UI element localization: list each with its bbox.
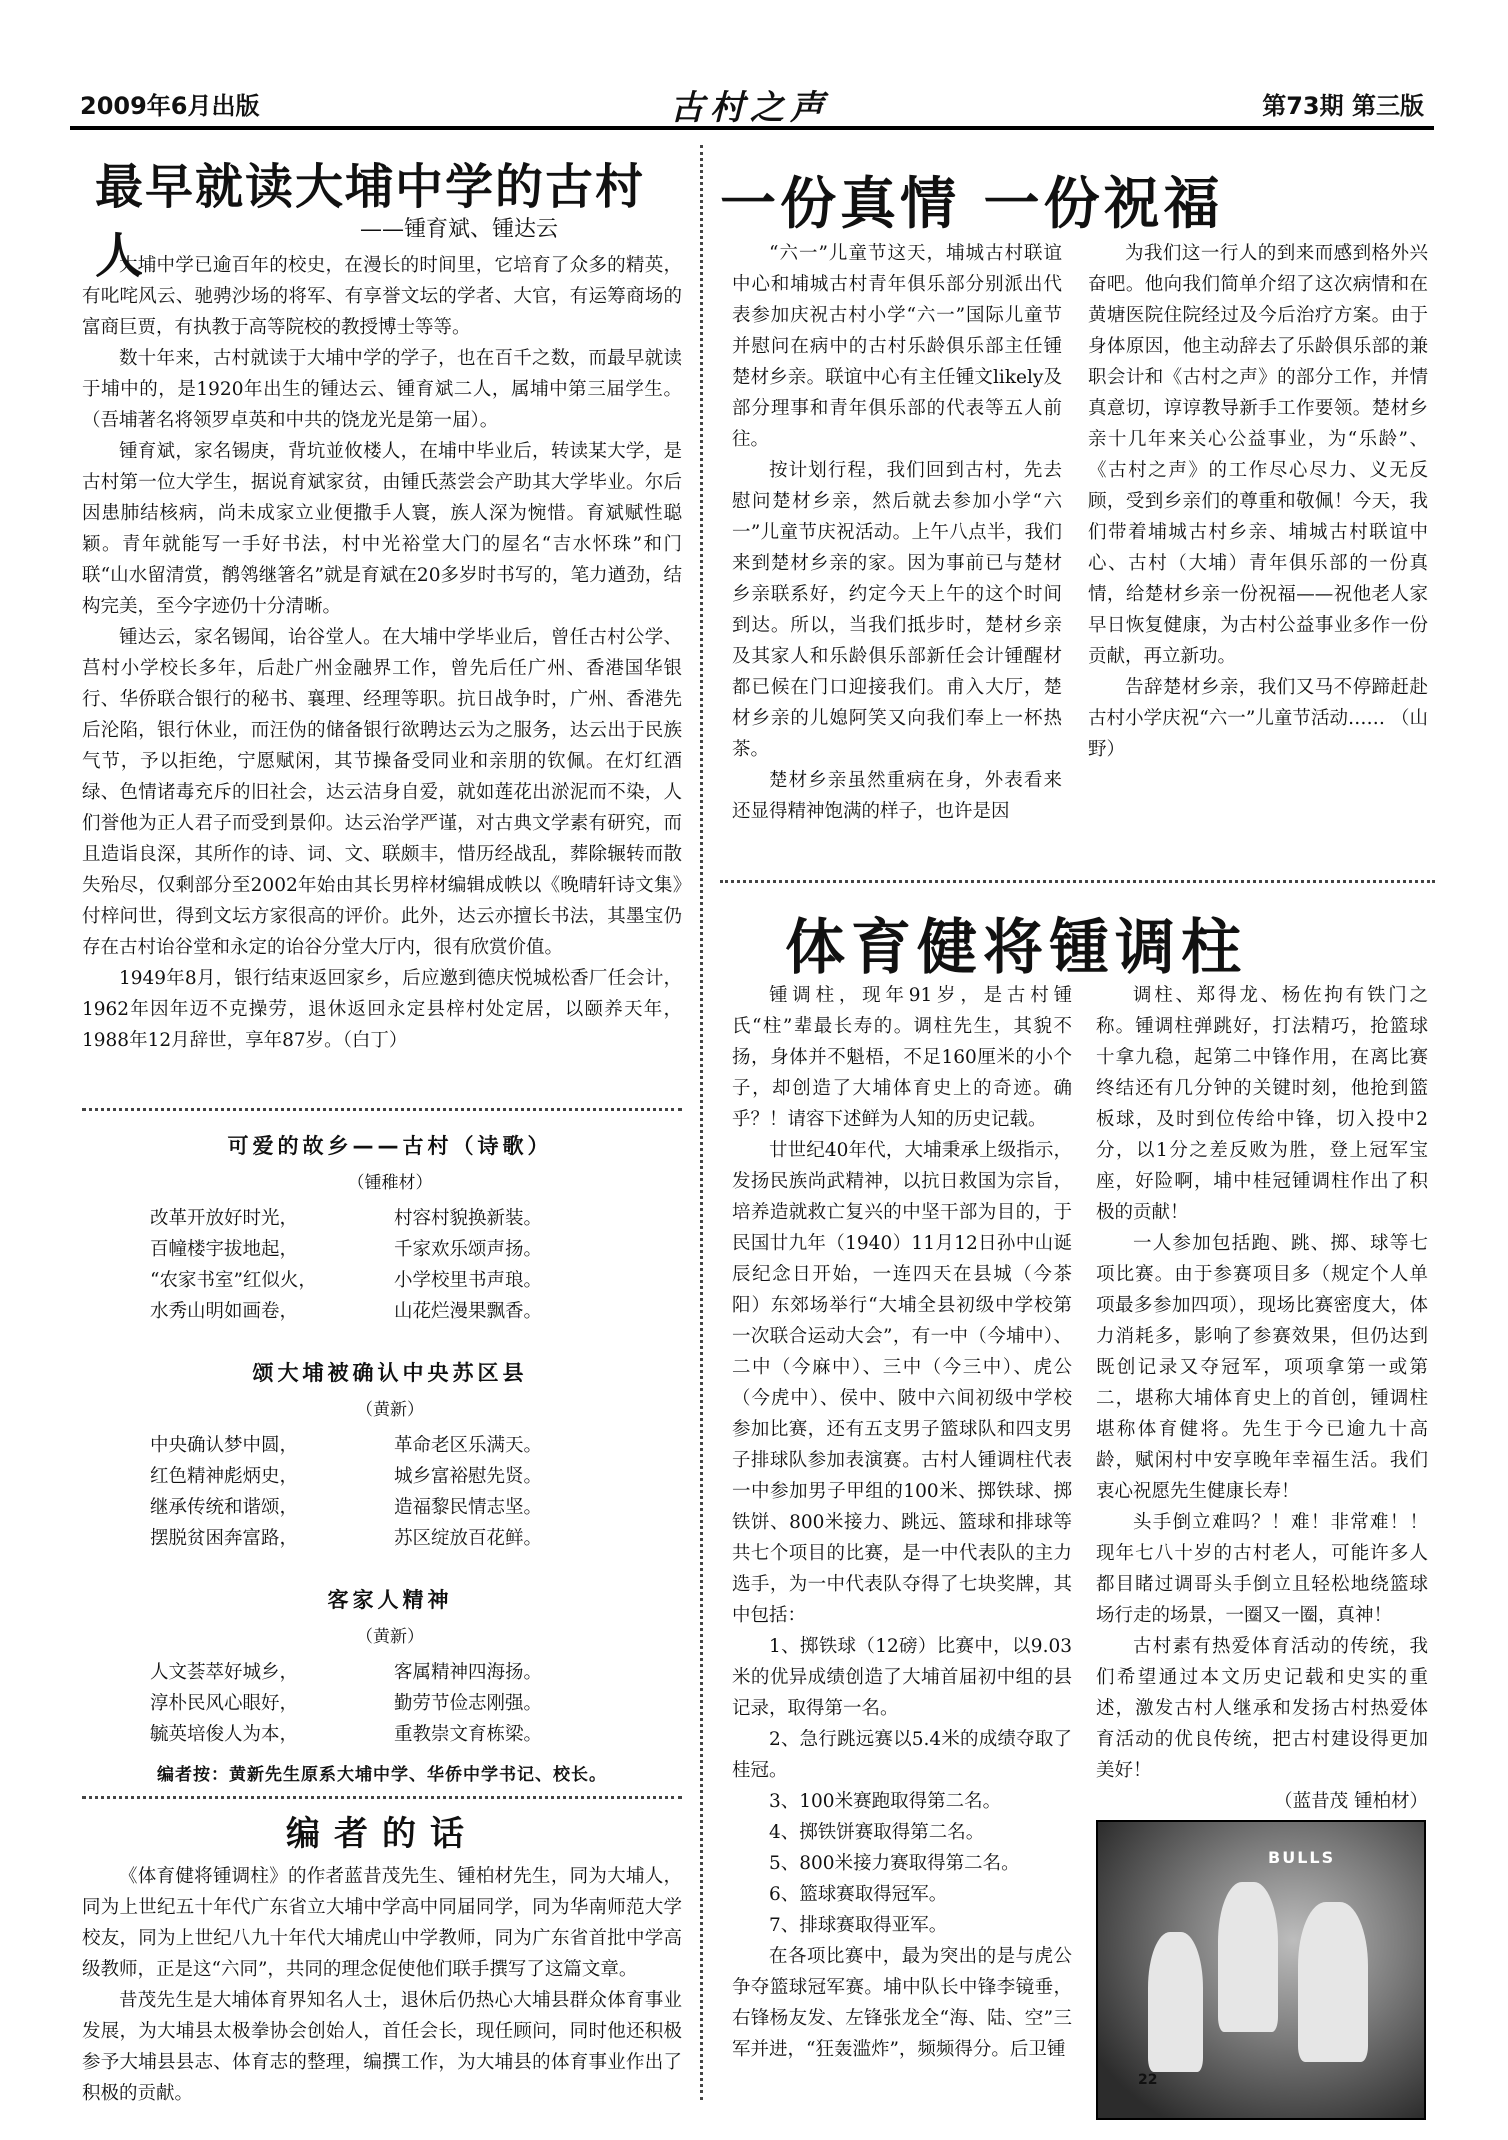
paragraph: 为我们这一行人的到来而感到格外兴奋吧。他向我们简单介绍了这次病情和在黄塘医院住院经过及今后治疗方案。由于身体原因，他主动辞去了乐龄俱乐部的兼职会计和《古村之声》的部分工作，并情真意切，谆谆教导新手工作要领。楚材乡亲十几年来关心公益事业，为“乐龄”、《古村之声》的工作尽心尽力、义无反顾，受到乡亲们的尊重和敬佩！今天，我们带着埔城古村乡亲、埔城古村联谊中心、古村（大埔）青年俱乐部的一份真情，给楚材乡亲一份祝福——祝他老人家早日恢复健康，为古村公益事业多作一份贡献，再立新功。 xyxy=(1088,243,1428,667)
poem-half-line: 百幢楼宇拔地起， xyxy=(150,1239,299,1260)
article2-col2 xyxy=(1088,238,1428,860)
article3-col2 xyxy=(1096,980,1428,1810)
paragraph: 调柱、郑得龙、杨佐拘有铁门之称。锺调柱弹跳好，打法精巧，抢篮球十拿九稳，起第二中锋作用，在离比赛终结还有几分钟的关键时刻，他抢到篮板球，及时到位传给中锋，切入投中2分，以1分之差反败为胜，登上冠军宝座，好险啊，埔中桂冠锺调柱作出了积极的贡献！ xyxy=(1096,985,1428,1223)
poem-line xyxy=(150,1523,630,1554)
article3-col1 xyxy=(732,980,1072,2110)
paragraph: 头手倒立难吗？！难！非常难！！现年七八十岁的古村老人，可能许多人都目睹过调哥头手倒立且轻松地绕篮球场行走的场景，一圈又一圈，真神！ xyxy=(1096,1512,1428,1626)
poem2-lines xyxy=(150,1430,630,1554)
poem-half-line: 红色精神彪炳史， xyxy=(150,1466,299,1487)
player-figure xyxy=(1298,1902,1368,2062)
paragraph: 楚材乡亲虽然重病在身，外表看来还显得精神饱满的样子，也许是因 xyxy=(732,770,1062,822)
article3-title: 体育健将锺调柱 xyxy=(785,913,1247,983)
paragraph: 古村素有热爱体育活动的传统，我们希望通过本文历史记载和史实的重述，激发古村人继承和发扬古村热爱体育活动的优良传统，把古村建设得更加美好！ xyxy=(1096,1636,1428,1781)
poem-half-line: 水秀山明如画卷， xyxy=(150,1301,299,1322)
editor-words-title: 编者的话 xyxy=(286,1814,478,1854)
photo-jersey: 22 xyxy=(1138,2072,1158,2088)
basketball-photo xyxy=(1096,1820,1426,2120)
player-figure xyxy=(1218,1882,1278,2032)
poem-half-line: 人文荟萃好城乡， xyxy=(150,1662,299,1683)
poem-half-line: 毓英培俊人为本， xyxy=(150,1724,299,1745)
page-header xyxy=(70,74,1434,128)
poem-half-line: 勤劳节俭志刚强。 xyxy=(394,1693,543,1714)
poem-line xyxy=(150,1657,630,1688)
paragraph: 大埔中学已逾百年的校史，在漫长的时间里，它培育了众多的精英，有叱咤风云、驰骋沙场的将军、有享誉文坛的学者、大官，有运筹商场的富商巨贾，有执教于高等院校的教授博士等等。 xyxy=(82,255,682,338)
paragraph: 在各项比赛中，最为突出的是与虎公争夺篮球冠军赛。埔中队长中锋李镜垂，右锋杨友发、左锋张龙全“海、陆、空”三军并进，“狂轰滥炸”，频频得分。后卫锺 xyxy=(732,1946,1072,2060)
section-divider xyxy=(720,880,1435,883)
paragraph: 7、排球赛取得亚军。 xyxy=(769,1915,948,1936)
poem-line xyxy=(150,1203,630,1234)
paragraph: 锺调柱，现年91岁，是古村锺氏“柱”辈最长寿的。调柱先生，其貌不扬，身体并不魁梧，不足160厘米的小个子，却创造了大埔体育史上的奇迹。确乎？！请容下述鲜为人知的历史记载。 xyxy=(732,985,1072,1130)
poem-half-line: 客属精神四海扬。 xyxy=(394,1662,543,1683)
poem1-lines xyxy=(150,1203,630,1327)
paragraph: 3、100米赛跑取得第二名。 xyxy=(769,1791,1002,1812)
paragraph: 《体育健将锺调柱》的作者蓝昔茂先生、锺柏材先生，同为大埔人，同为上世纪五十年代广东省立大埔中学高中同届同学，同为华南师范大学校友，同为上世纪八九十年代大埔虎山中学教师，同为广东省首批中学高级教师，正是这“六同”，共同的理念促使他们联手撰写了这篇文章。 xyxy=(82,1866,682,1980)
paragraph: 数十年来，古村就读于大埔中学的学子，也在百千之数，而最早就读于埔中的，是1920年出生的锺达云、锺育斌二人，属埔中第三届学生。（吾埔著名将领罗卓英和中共的饶龙光是第一届）。 xyxy=(82,348,682,431)
section-divider xyxy=(82,1796,682,1799)
section-divider xyxy=(82,1108,682,1111)
poem-half-line: 摆脱贫困奔富路， xyxy=(150,1528,299,1549)
paragraph: （蓝昔茂 锺柏材） xyxy=(1274,1791,1428,1810)
paragraph: 2、急行跳远赛以5.4米的成绩夺取了桂冠。 xyxy=(732,1729,1072,1781)
poem-line xyxy=(150,1492,630,1523)
poem-half-line: “农家书室”红似火， xyxy=(150,1270,317,1291)
column-divider xyxy=(700,145,703,2100)
paragraph: “六一”儿童节这天，埔城古村联谊中心和埔城古村青年俱乐部分别派出代表参加庆祝古村小学“六一”国际儿童节并慰问在病中的古村乐龄俱乐部主任锺楚材乡亲。联谊中心有主任锺文likely及部分理事和青年俱乐部的代表等五人前往。 xyxy=(732,243,1062,450)
paragraph: 1、掷铁球（12磅）比赛中，以9.03米的优异成绩创造了大埔首届初中组的县记录，取得第一名。 xyxy=(732,1636,1072,1719)
paragraph: 6、篮球赛取得冠军。 xyxy=(769,1884,948,1905)
poem1-title: 可爱的故乡——古村（诗歌） xyxy=(227,1134,553,1158)
paragraph: 一人参加包括跑、跳、掷、球等七项比赛。由于参赛项目多（规定个人单项最多参加四项），现场比赛密度大，体力消耗多，影响了参赛效果，但仍达到既创记录又夺冠军，项项拿第一或第二，堪称大埔体育史上的首创，锺调柱堪称体育健将。先生于今已逾九十高龄，赋闲村中安享晚年幸福生活。我们衷心祝愿先生健康长寿！ xyxy=(1096,1233,1428,1502)
poem-line xyxy=(150,1430,630,1461)
poem-line xyxy=(150,1234,630,1265)
poem-half-line: 重教崇文育栋梁。 xyxy=(394,1724,543,1745)
player-figure xyxy=(1148,1932,1203,2072)
paragraph: 锺育斌，家名锡庚，背坑並攸楼人，在埔中毕业后，转读某大学，是古村第一位大学生，据说育斌家贫，由锺氏蒸尝会产助其大学毕业。尔后因患肺结核病，尚未成家立业便撒手人寰，族人深为惋惜。育斌赋性聪颖。青年就能写一手好书法，村中光裕堂大门的屋名“吉水怀珠”和门联“山水留清赏，鹡鸰继箸名”就是育斌在20多岁时书写的，笔力遒劲，结构完美，至今字迹仍十分清晰。 xyxy=(82,441,682,617)
poem-line xyxy=(150,1719,630,1750)
poem-half-line: 小学校里书声琅。 xyxy=(394,1270,543,1291)
poem-half-line: 千家欢乐颂声扬。 xyxy=(394,1239,543,1260)
paragraph: 昔茂先生是大埔体育界知名人士，退休后仍热心大埔县群众体育事业发展，为大埔县太极拳协会创始人，首任会长，现任顾问，同时他还积极参予大埔县县志、体育志的整理，编撰工作，为大埔县的体育事业作出了积极的贡献。 xyxy=(82,1990,682,2104)
paragraph: 4、掷铁饼赛取得第二名。 xyxy=(769,1822,985,1843)
editor-note: 编者按：黄新先生原系大埔中学、华侨中学书记、校长。 xyxy=(157,1765,607,1785)
editor-words xyxy=(82,1806,682,2106)
poem-half-line: 造福黎民情志坚。 xyxy=(394,1497,543,1518)
poem-half-line: 继承传统和谐颂， xyxy=(150,1497,299,1518)
paragraph: 告辞楚材乡亲，我们又马不停蹄赶赴古村小学庆祝“六一”儿童节活动…… （山野） xyxy=(1088,677,1428,760)
poem-half-line: 改革开放好时光， xyxy=(150,1208,299,1229)
article2-col1 xyxy=(732,238,1062,860)
poem3-author: （黄新） xyxy=(356,1627,424,1647)
header-rule xyxy=(70,126,1434,130)
poem-half-line: 中央确认梦中圆， xyxy=(150,1435,299,1456)
poem-line xyxy=(150,1296,630,1327)
poem-line xyxy=(150,1688,630,1719)
paragraph: 1949年8月，银行结束返回家乡，后应邀到德庆悦城松香厂任会计，1962年因年迈不克操劳，退休返回永定县梓村处定居，以颐养天年，1988年12月辞世，享年87岁。（白丁） xyxy=(82,968,682,1051)
poem-line xyxy=(150,1461,630,1492)
issue-number: 第73期 第三版 xyxy=(1262,92,1424,120)
poem-half-line: 革命老区乐满天。 xyxy=(394,1435,543,1456)
poem-half-line: 村容村貌换新装。 xyxy=(394,1208,543,1229)
newspaper-name: 古村之声 xyxy=(670,88,830,128)
poem3-lines xyxy=(150,1657,630,1750)
paragraph: 5、800米接力赛取得第二名。 xyxy=(769,1853,1020,1874)
article1-body xyxy=(82,250,682,1102)
paragraph: 锺达云，家名锡闻，诒谷堂人。在大埔中学毕业后，曾任古村公学、莒村小学校长多年，后赴广州金融界工作，曾先后任广州、香港国华银行、华侨联合银行的秘书、襄理、经理等职。抗日战争时，广州、香港先后沦陷，银行休业，而汪伪的储备银行欲聘达云为之服务，达云出于民族气节，予以拒绝，宁愿赋闲，其节操备受同业和亲朋的钦佩。在灯红酒绿、色情诸毒充斥的旧社会，达云洁身自爱，就如莲花出淤泥而不染，人们誉他为正人君子而受到景仰。达云治学严谨，对古典文学素有研究，而且造诣良深，其所作的诗、词、文、联颇丰，惜历经战乱，葬除辗转而散失殆尽，仅剩部分至2002年始由其长男梓材编辑成帙以《晚晴轩诗文集》付梓问世，得到文坛方家很高的评价。此外，达云亦擅长书法，其墨宝仍存在古村诒谷堂和永定的诒谷分堂大厅内，很有欣赏价值。 xyxy=(82,627,682,958)
photo-caption: BULLS xyxy=(1268,1848,1336,1867)
poem2-title: 颂大埔被确认中央苏区县 xyxy=(252,1361,528,1385)
paragraph: 按计划行程，我们回到古村，先去慰问楚材乡亲，然后就去参加小学“六一”儿童节庆祝活动。上午八点半，我们来到楚材乡亲的家。因为事前已与楚材乡亲联系好，约定今天上午的这个时间到达。所以，当我们抵步时，楚材乡亲及其家人和乐龄俱乐部新任会计锺醒材都已候在门口迎接我们。甫入大厅，楚材乡亲的儿媳阿笑又向我们奉上一杯热茶。 xyxy=(732,460,1062,760)
poem-half-line: 山花烂漫果飘香。 xyxy=(394,1301,543,1322)
article1-title: 最早就读大埔中学的古村人 xyxy=(95,159,646,284)
poem2-author: （黄新） xyxy=(356,1400,424,1420)
poem3-title: 客家人精神 xyxy=(327,1588,453,1612)
editor-words-body xyxy=(82,1861,682,2106)
poem1-author: （锺稚材） xyxy=(347,1173,433,1193)
issue-date: 2009年6月出版 xyxy=(80,92,260,120)
poem-half-line: 苏区绽放百花鲜。 xyxy=(394,1528,543,1549)
paragraph: 廿世纪40年代，大埔秉承上级指示，发扬民族尚武精神，以抗日救国为宗旨，培养造就救亡复兴的中坚干部为目的，于民国廿九年（1940）11月12日孙中山诞辰纪念日开始，一连四天在县城（今茶阳）东郊场举行“大埔全县初级中学校第一次联合运动大会”，有一中（今埔中）、二中（今麻中）、三中（今三中）、虎公（今虎中）、侯中、陂中六间初级中学校参加比赛，还有五支男子篮球队和四支男子排球队参加表演赛。古村人锺调柱代表一中参加男子甲组的100米、掷铁球、掷铁饼、800米接力、跳远、篮球和排球等共七个项目的比赛，是一中代表队的主力选手，为一中代表队夺得了七块奖牌，其中包括： xyxy=(732,1140,1072,1626)
poem-line xyxy=(150,1265,630,1296)
article1-subtitle: ——锺育斌、锺达云 xyxy=(360,217,559,242)
poem-half-line: 淳朴民风心眼好， xyxy=(150,1693,299,1714)
poem-half-line: 城乡富裕慰先贤。 xyxy=(394,1466,543,1487)
poems-section xyxy=(150,1130,630,1750)
article2-title: 一份真情 一份祝福 xyxy=(720,172,1224,237)
